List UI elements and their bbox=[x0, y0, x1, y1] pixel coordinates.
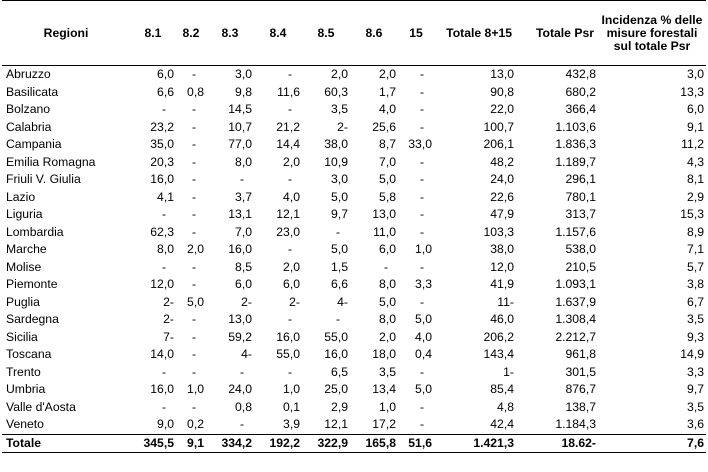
cell-totale-psr: 18.62- bbox=[516, 434, 598, 452]
cell-8-2: 0,8 bbox=[187, 84, 204, 99]
cell-8-3: 6,0 bbox=[235, 277, 252, 291]
cell-8-3: 8,0 bbox=[235, 154, 252, 169]
cell-15: - bbox=[419, 189, 424, 204]
cell-totale-8-15: 42,4 bbox=[490, 417, 514, 431]
cell-totale-8-15: 38,0 bbox=[490, 242, 514, 256]
cell-8-2: 2,0 bbox=[187, 242, 204, 256]
header-totale-8-15: Totale 8+15 bbox=[446, 25, 512, 40]
cell-incidenza: 3,0 bbox=[687, 67, 704, 81]
cell-regione: Sicilia bbox=[6, 329, 38, 344]
cell-regione: Trento bbox=[6, 364, 41, 379]
cell-totale-8-15: 85,4 bbox=[490, 382, 514, 396]
cell-8-2: - bbox=[191, 102, 196, 116]
cell-8-2: 5,0 bbox=[187, 294, 204, 309]
cell-8-3: 14,5 bbox=[228, 102, 252, 116]
cell-8-1: 7- bbox=[163, 329, 174, 344]
cell-8-2: - bbox=[191, 67, 196, 81]
cell-totale-psr: 1.184,3 bbox=[555, 417, 596, 431]
cell-8-6: 2,0 bbox=[379, 329, 396, 344]
header-totale-psr: Totale Psr bbox=[535, 25, 594, 40]
cell-8-1: 6,6 bbox=[157, 84, 174, 99]
cell-15: 5,0 bbox=[415, 312, 432, 326]
cell-8-2: - bbox=[191, 207, 196, 221]
cell-regione: Liguria bbox=[6, 207, 43, 221]
cell-incidenza: 3,5 bbox=[687, 399, 704, 414]
cell-8-1: 14,0 bbox=[150, 347, 174, 361]
cell-8-1: 20,3 bbox=[150, 154, 174, 169]
forestry-measures-table bbox=[2, 0, 706, 453]
cell-8-2: 0,2 bbox=[187, 417, 204, 431]
cell-regione: Molise bbox=[6, 259, 42, 274]
cell-8-1: 16,0 bbox=[150, 382, 174, 396]
cell-8-2: 1,0 bbox=[187, 382, 204, 396]
table-row bbox=[2, 241, 706, 259]
cell-8-1: - bbox=[161, 259, 166, 274]
cell-15: - bbox=[419, 172, 424, 186]
cell-8-4: 1,0 bbox=[283, 382, 300, 396]
cell-regione: Emilia Romagna bbox=[6, 154, 96, 169]
header-8-4: 8.4 bbox=[269, 25, 287, 40]
cell-8-1: 62,3 bbox=[150, 224, 174, 239]
table-row bbox=[2, 189, 706, 207]
cell-incidenza: 3,5 bbox=[687, 312, 704, 326]
cell-totale-8-15: 47,9 bbox=[490, 207, 514, 221]
cell-15: 3,3 bbox=[415, 277, 432, 291]
cell-incidenza: 9,3 bbox=[687, 329, 704, 344]
cell-totale-psr: 1.836,3 bbox=[555, 137, 596, 151]
cell-8-4: 4,0 bbox=[283, 189, 300, 204]
cell-totale-8-15: 1- bbox=[503, 364, 514, 379]
cell-totale-psr: 296,1 bbox=[565, 172, 596, 186]
cell-8-4: - bbox=[287, 67, 292, 81]
cell-8-2: - bbox=[191, 224, 196, 239]
cell-8-4: - bbox=[287, 312, 292, 326]
cell-8-1: 23,2 bbox=[150, 119, 174, 134]
cell-8-5: 1,5 bbox=[331, 259, 348, 274]
cell-8-6: 6,0 bbox=[379, 242, 396, 256]
cell-incidenza: 3,8 bbox=[687, 277, 704, 291]
cell-8-3: 10,7 bbox=[228, 119, 252, 134]
table-row bbox=[2, 206, 706, 224]
cell-8-2: - bbox=[191, 189, 196, 204]
cell-8-2: - bbox=[191, 259, 196, 274]
cell-8-3: 59,2 bbox=[228, 329, 252, 344]
cell-15: - bbox=[419, 294, 424, 309]
cell-regione: Calabria bbox=[6, 119, 52, 134]
cell-8-2: 9,1 bbox=[176, 434, 206, 452]
cell-15: - bbox=[419, 207, 424, 221]
cell-incidenza: 14,9 bbox=[680, 347, 704, 361]
cell-8-3: 3,0 bbox=[235, 67, 252, 81]
cell-totale-8-15: 103,3 bbox=[483, 224, 514, 239]
cell-incidenza: 8,1 bbox=[687, 172, 704, 186]
cell-regione: Puglia bbox=[6, 294, 40, 309]
cell-8-5: 2,9 bbox=[331, 399, 348, 414]
cell-incidenza: 15,3 bbox=[680, 207, 704, 221]
cell-regione: Campania bbox=[6, 137, 62, 151]
cell-15: 1,0 bbox=[415, 242, 432, 256]
cell-totale-8-15: 13,0 bbox=[490, 67, 514, 81]
cell-incidenza: 3,6 bbox=[687, 417, 704, 431]
cell-8-2: - bbox=[191, 312, 196, 326]
cell-totale-8-15: 90,8 bbox=[490, 84, 514, 99]
cell-totale-8-15: 206,1 bbox=[483, 137, 514, 151]
cell-8-2: - bbox=[191, 364, 196, 379]
header-8-3: 8.3 bbox=[221, 25, 239, 40]
cell-regione: Abruzzo bbox=[6, 67, 51, 81]
cell-8-1: - bbox=[161, 207, 166, 221]
table-row bbox=[2, 66, 706, 84]
table-row bbox=[2, 224, 706, 242]
cell-8-6: 5,8 bbox=[379, 189, 396, 204]
cell-regione: Umbria bbox=[6, 382, 46, 396]
cell-8-3: 3,7 bbox=[235, 189, 252, 204]
header-8-1: 8.1 bbox=[144, 25, 162, 40]
cell-totale-psr: 680,2 bbox=[565, 84, 596, 99]
cell-8-3: 16,0 bbox=[228, 242, 252, 256]
cell-8-6: - bbox=[383, 259, 388, 274]
cell-15: - bbox=[419, 364, 424, 379]
cell-8-6: 25,6 bbox=[372, 119, 396, 134]
cell-8-4: 14,4 bbox=[276, 137, 300, 151]
cell-15: 5,0 bbox=[415, 382, 432, 396]
cell-regione: Friuli V. Giulia bbox=[6, 172, 81, 186]
cell-incidenza: 9,1 bbox=[687, 119, 704, 134]
cell-8-3: 0,8 bbox=[235, 399, 252, 414]
cell-8-1: 6,0 bbox=[157, 67, 174, 81]
cell-regione: Toscana bbox=[6, 347, 52, 361]
cell-8-3: 24,0 bbox=[228, 382, 252, 396]
table-row bbox=[2, 381, 706, 399]
cell-8-4: - bbox=[287, 102, 292, 116]
table-row bbox=[2, 171, 706, 189]
cell-8-5: 10,9 bbox=[324, 154, 348, 169]
cell-totale-8-15: 4,8 bbox=[497, 399, 514, 414]
cell-8-4: 6,0 bbox=[283, 277, 300, 291]
cell-8-4: 2,0 bbox=[283, 154, 300, 169]
cell-8-4: - bbox=[287, 364, 292, 379]
header-8-2: 8.2 bbox=[182, 25, 200, 40]
cell-8-6: 5,0 bbox=[379, 294, 396, 309]
cell-8-4: 23,0 bbox=[276, 224, 300, 239]
cell-8-1: 4,1 bbox=[157, 189, 174, 204]
cell-totale-psr: 780,1 bbox=[565, 189, 596, 204]
cell-8-4: 3,9 bbox=[283, 417, 300, 431]
cell-8-3: - bbox=[239, 172, 244, 186]
cell-regione: Valle d'Aosta bbox=[6, 399, 76, 414]
cell-totale-psr: 1.103,6 bbox=[555, 119, 596, 134]
table-row bbox=[2, 311, 706, 329]
header-incidenza: Incidenza % delle misure forestali sul totale Psr bbox=[601, 12, 703, 53]
cell-8-5: 3,5 bbox=[331, 102, 348, 116]
table-row bbox=[2, 364, 706, 382]
cell-8-3: 8,5 bbox=[235, 259, 252, 274]
cell-totale-8-15: 24,0 bbox=[490, 172, 514, 186]
cell-8-6: 13,4 bbox=[372, 382, 396, 396]
cell-15: - bbox=[419, 102, 424, 116]
header-regioni: Regioni bbox=[43, 25, 89, 40]
cell-8-4: 21,2 bbox=[276, 119, 300, 134]
cell-8-6: 2,0 bbox=[379, 67, 396, 81]
table-row bbox=[2, 276, 706, 294]
cell-8-5: 2- bbox=[337, 119, 348, 134]
cell-8-3: 7,0 bbox=[235, 224, 252, 239]
cell-totale-psr: 876,7 bbox=[565, 382, 596, 396]
cell-8-4: 12,1 bbox=[276, 207, 300, 221]
cell-incidenza: 7,1 bbox=[687, 242, 704, 256]
cell-regione: Lazio bbox=[6, 189, 36, 204]
cell-8-2: - bbox=[191, 137, 196, 151]
cell-totale-psr: 2.212,7 bbox=[555, 329, 596, 344]
cell-8-3: 334,2 bbox=[206, 434, 254, 452]
cell-incidenza: 7,6 bbox=[598, 434, 706, 452]
cell-8-4: 2,0 bbox=[283, 259, 300, 274]
cell-8-2: - bbox=[191, 277, 196, 291]
cell-totale-8-15: 12,0 bbox=[490, 259, 514, 274]
cell-8-5: 2,0 bbox=[331, 67, 348, 81]
cell-totale-8-15: 22,0 bbox=[490, 102, 514, 116]
cell-15: - bbox=[419, 119, 424, 134]
cell-totale-8-15: 206,2 bbox=[483, 329, 514, 344]
cell-totale-psr: 313,7 bbox=[565, 207, 596, 221]
cell-8-5: 9,7 bbox=[331, 207, 348, 221]
header-15: 15 bbox=[409, 25, 423, 40]
cell-8-5: 6,5 bbox=[331, 364, 348, 379]
cell-regione: Marche bbox=[6, 242, 47, 256]
total-row bbox=[2, 434, 706, 452]
cell-totale-psr: 301,5 bbox=[565, 364, 596, 379]
cell-totale-psr: 1.093,1 bbox=[555, 277, 596, 291]
cell-15: - bbox=[419, 154, 424, 169]
table-row bbox=[2, 294, 706, 312]
cell-totale-8-15: 100,7 bbox=[483, 119, 514, 134]
cell-8-1: 2- bbox=[163, 294, 174, 309]
cell-8-4: 11,6 bbox=[277, 84, 300, 99]
cell-totale-8-15: 1.421,3 bbox=[434, 434, 516, 452]
header-8-5: 8.5 bbox=[317, 25, 335, 40]
cell-regione: Lombardia bbox=[6, 224, 64, 239]
cell-incidenza: 4,3 bbox=[687, 154, 704, 169]
cell-incidenza: 6,0 bbox=[687, 102, 704, 116]
cell-8-2: - bbox=[191, 119, 196, 134]
cell-8-4: 16,0 bbox=[276, 329, 300, 344]
cell-8-4: - bbox=[287, 172, 292, 186]
cell-totale-8-15: 22,6 bbox=[490, 189, 514, 204]
cell-8-5: 38,0 bbox=[324, 137, 348, 151]
cell-15: 0,4 bbox=[415, 347, 432, 361]
cell-totale-psr: 538,0 bbox=[565, 242, 596, 256]
cell-8-6: 3,5 bbox=[379, 364, 396, 379]
cell-15: 33,0 bbox=[408, 137, 432, 151]
cell-8-2: - bbox=[191, 172, 196, 186]
cell-incidenza: 2,9 bbox=[687, 189, 704, 204]
cell-8-6: 8,0 bbox=[379, 277, 396, 291]
cell-15: 4,0 bbox=[415, 329, 432, 344]
table-row bbox=[2, 119, 706, 137]
cell-8-1: - bbox=[161, 364, 166, 379]
cell-incidenza: 9,7 bbox=[687, 382, 704, 396]
cell-totale-psr: 432,8 bbox=[565, 67, 596, 81]
cell-8-5: 60,3 bbox=[324, 84, 348, 99]
table-row bbox=[2, 399, 706, 417]
cell-8-4: 192,2 bbox=[254, 434, 302, 452]
cell-incidenza: 11,2 bbox=[681, 137, 704, 151]
cell-8-5: 55,0 bbox=[324, 329, 348, 344]
cell-8-5: 5,0 bbox=[331, 242, 348, 256]
cell-8-1: 16,0 bbox=[150, 172, 174, 186]
cell-totale-psr: 366,4 bbox=[565, 102, 596, 116]
cell-regione: Piemonte bbox=[6, 277, 58, 291]
cell-totale-psr: 1.157,6 bbox=[555, 224, 596, 239]
cell-totale-8-15: 143,4 bbox=[483, 347, 514, 361]
cell-8-3: 4- bbox=[241, 347, 252, 361]
cell-8-6: 8,7 bbox=[379, 137, 396, 151]
cell-15: - bbox=[419, 259, 424, 274]
cell-incidenza: 13,3 bbox=[680, 84, 704, 99]
cell-incidenza: 3,3 bbox=[687, 364, 704, 379]
cell-totale-8-15: 11- bbox=[497, 294, 514, 309]
table-row bbox=[2, 154, 706, 172]
cell-totale-psr: 1.189,7 bbox=[555, 154, 596, 169]
cell-8-4: 2- bbox=[289, 294, 300, 309]
cell-8-3: - bbox=[239, 364, 244, 379]
cell-regione: Basilicata bbox=[6, 84, 59, 99]
cell-8-3: 9,8 bbox=[235, 84, 252, 99]
cell-15: 51,6 bbox=[398, 434, 434, 452]
cell-8-4: - bbox=[287, 242, 292, 256]
cell-8-5: - bbox=[335, 312, 340, 326]
cell-8-3: - bbox=[239, 417, 244, 431]
table-row bbox=[2, 329, 706, 347]
table-row bbox=[2, 416, 706, 434]
cell-8-5: 3,0 bbox=[331, 172, 348, 186]
cell-8-6: 4,0 bbox=[379, 102, 396, 116]
table-header bbox=[2, 1, 706, 66]
cell-8-2: - bbox=[191, 399, 196, 414]
cell-8-1: 345,5 bbox=[130, 434, 176, 452]
table-row bbox=[2, 101, 706, 119]
table-row bbox=[2, 259, 706, 277]
cell-8-2: - bbox=[191, 329, 196, 344]
cell-8-5: 25,0 bbox=[324, 382, 348, 396]
cell-incidenza: 5,7 bbox=[687, 259, 704, 274]
cell-8-1: 35,0 bbox=[150, 137, 174, 151]
cell-8-5: 12,1 bbox=[324, 417, 348, 431]
cell-8-6: 13,0 bbox=[372, 207, 396, 221]
cell-8-5: 322,9 bbox=[302, 434, 350, 452]
cell-totale-psr: 1.637,9 bbox=[555, 294, 596, 309]
cell-15: - bbox=[419, 224, 424, 239]
cell-totale-8-15: 41,9 bbox=[490, 277, 514, 291]
cell-totale-psr: 210,5 bbox=[565, 259, 596, 274]
cell-8-6: 18,0 bbox=[372, 347, 396, 361]
cell-regione: Totale bbox=[2, 434, 130, 452]
table-row bbox=[2, 84, 706, 102]
table-row bbox=[2, 136, 706, 154]
cell-8-2: - bbox=[191, 154, 196, 169]
cell-8-6: 5,0 bbox=[379, 172, 396, 186]
cell-regione: Veneto bbox=[6, 417, 44, 431]
cell-8-1: 9,0 bbox=[157, 417, 174, 431]
cell-8-1: 12,0 bbox=[150, 277, 174, 291]
cell-8-6: 7,0 bbox=[379, 154, 396, 169]
cell-8-5: 4- bbox=[337, 294, 348, 309]
cell-8-3: 13,0 bbox=[228, 312, 252, 326]
cell-8-1: 8,0 bbox=[157, 242, 174, 256]
cell-incidenza: 6,7 bbox=[687, 294, 704, 309]
cell-8-5: 5,0 bbox=[331, 189, 348, 204]
cell-8-6: 17,2 bbox=[372, 417, 396, 431]
cell-8-1: 2- bbox=[163, 312, 174, 326]
cell-8-4: 0,1 bbox=[283, 399, 300, 414]
cell-8-6: 165,8 bbox=[350, 434, 398, 452]
cell-15: - bbox=[419, 399, 424, 414]
cell-8-2: - bbox=[191, 347, 196, 361]
cell-15: - bbox=[419, 84, 424, 99]
cell-totale-8-15: 46,0 bbox=[490, 312, 514, 326]
cell-regione: Sardegna bbox=[6, 312, 59, 326]
cell-15: - bbox=[419, 67, 424, 81]
cell-totale-psr: 961,8 bbox=[565, 347, 596, 361]
header-8-6: 8.6 bbox=[365, 25, 383, 40]
cell-8-5: 16,0 bbox=[324, 347, 348, 361]
cell-8-3: 2- bbox=[241, 294, 252, 309]
cell-8-6: 11,0 bbox=[373, 224, 396, 239]
header-row bbox=[2, 1, 706, 66]
cell-8-5: 6,6 bbox=[331, 277, 348, 291]
cell-8-4: 55,0 bbox=[276, 347, 300, 361]
cell-15: - bbox=[419, 417, 424, 431]
cell-8-1: - bbox=[161, 102, 166, 116]
table-row bbox=[2, 346, 706, 364]
cell-8-6: 1,7 bbox=[379, 84, 396, 99]
cell-incidenza: 8,9 bbox=[687, 224, 704, 239]
table-body bbox=[2, 66, 706, 453]
cell-8-3: 13,1 bbox=[228, 207, 252, 221]
cell-8-6: 1,0 bbox=[379, 399, 396, 414]
cell-8-3: 77,0 bbox=[228, 137, 252, 151]
cell-regione: Bolzano bbox=[6, 102, 51, 116]
cell-8-1: - bbox=[161, 399, 166, 414]
cell-totale-psr: 138,7 bbox=[565, 399, 596, 414]
cell-totale-8-15: 48,2 bbox=[490, 154, 514, 169]
cell-totale-psr: 1.308,4 bbox=[555, 312, 596, 326]
cell-8-5: - bbox=[335, 224, 340, 239]
cell-8-6: 8,0 bbox=[379, 312, 396, 326]
